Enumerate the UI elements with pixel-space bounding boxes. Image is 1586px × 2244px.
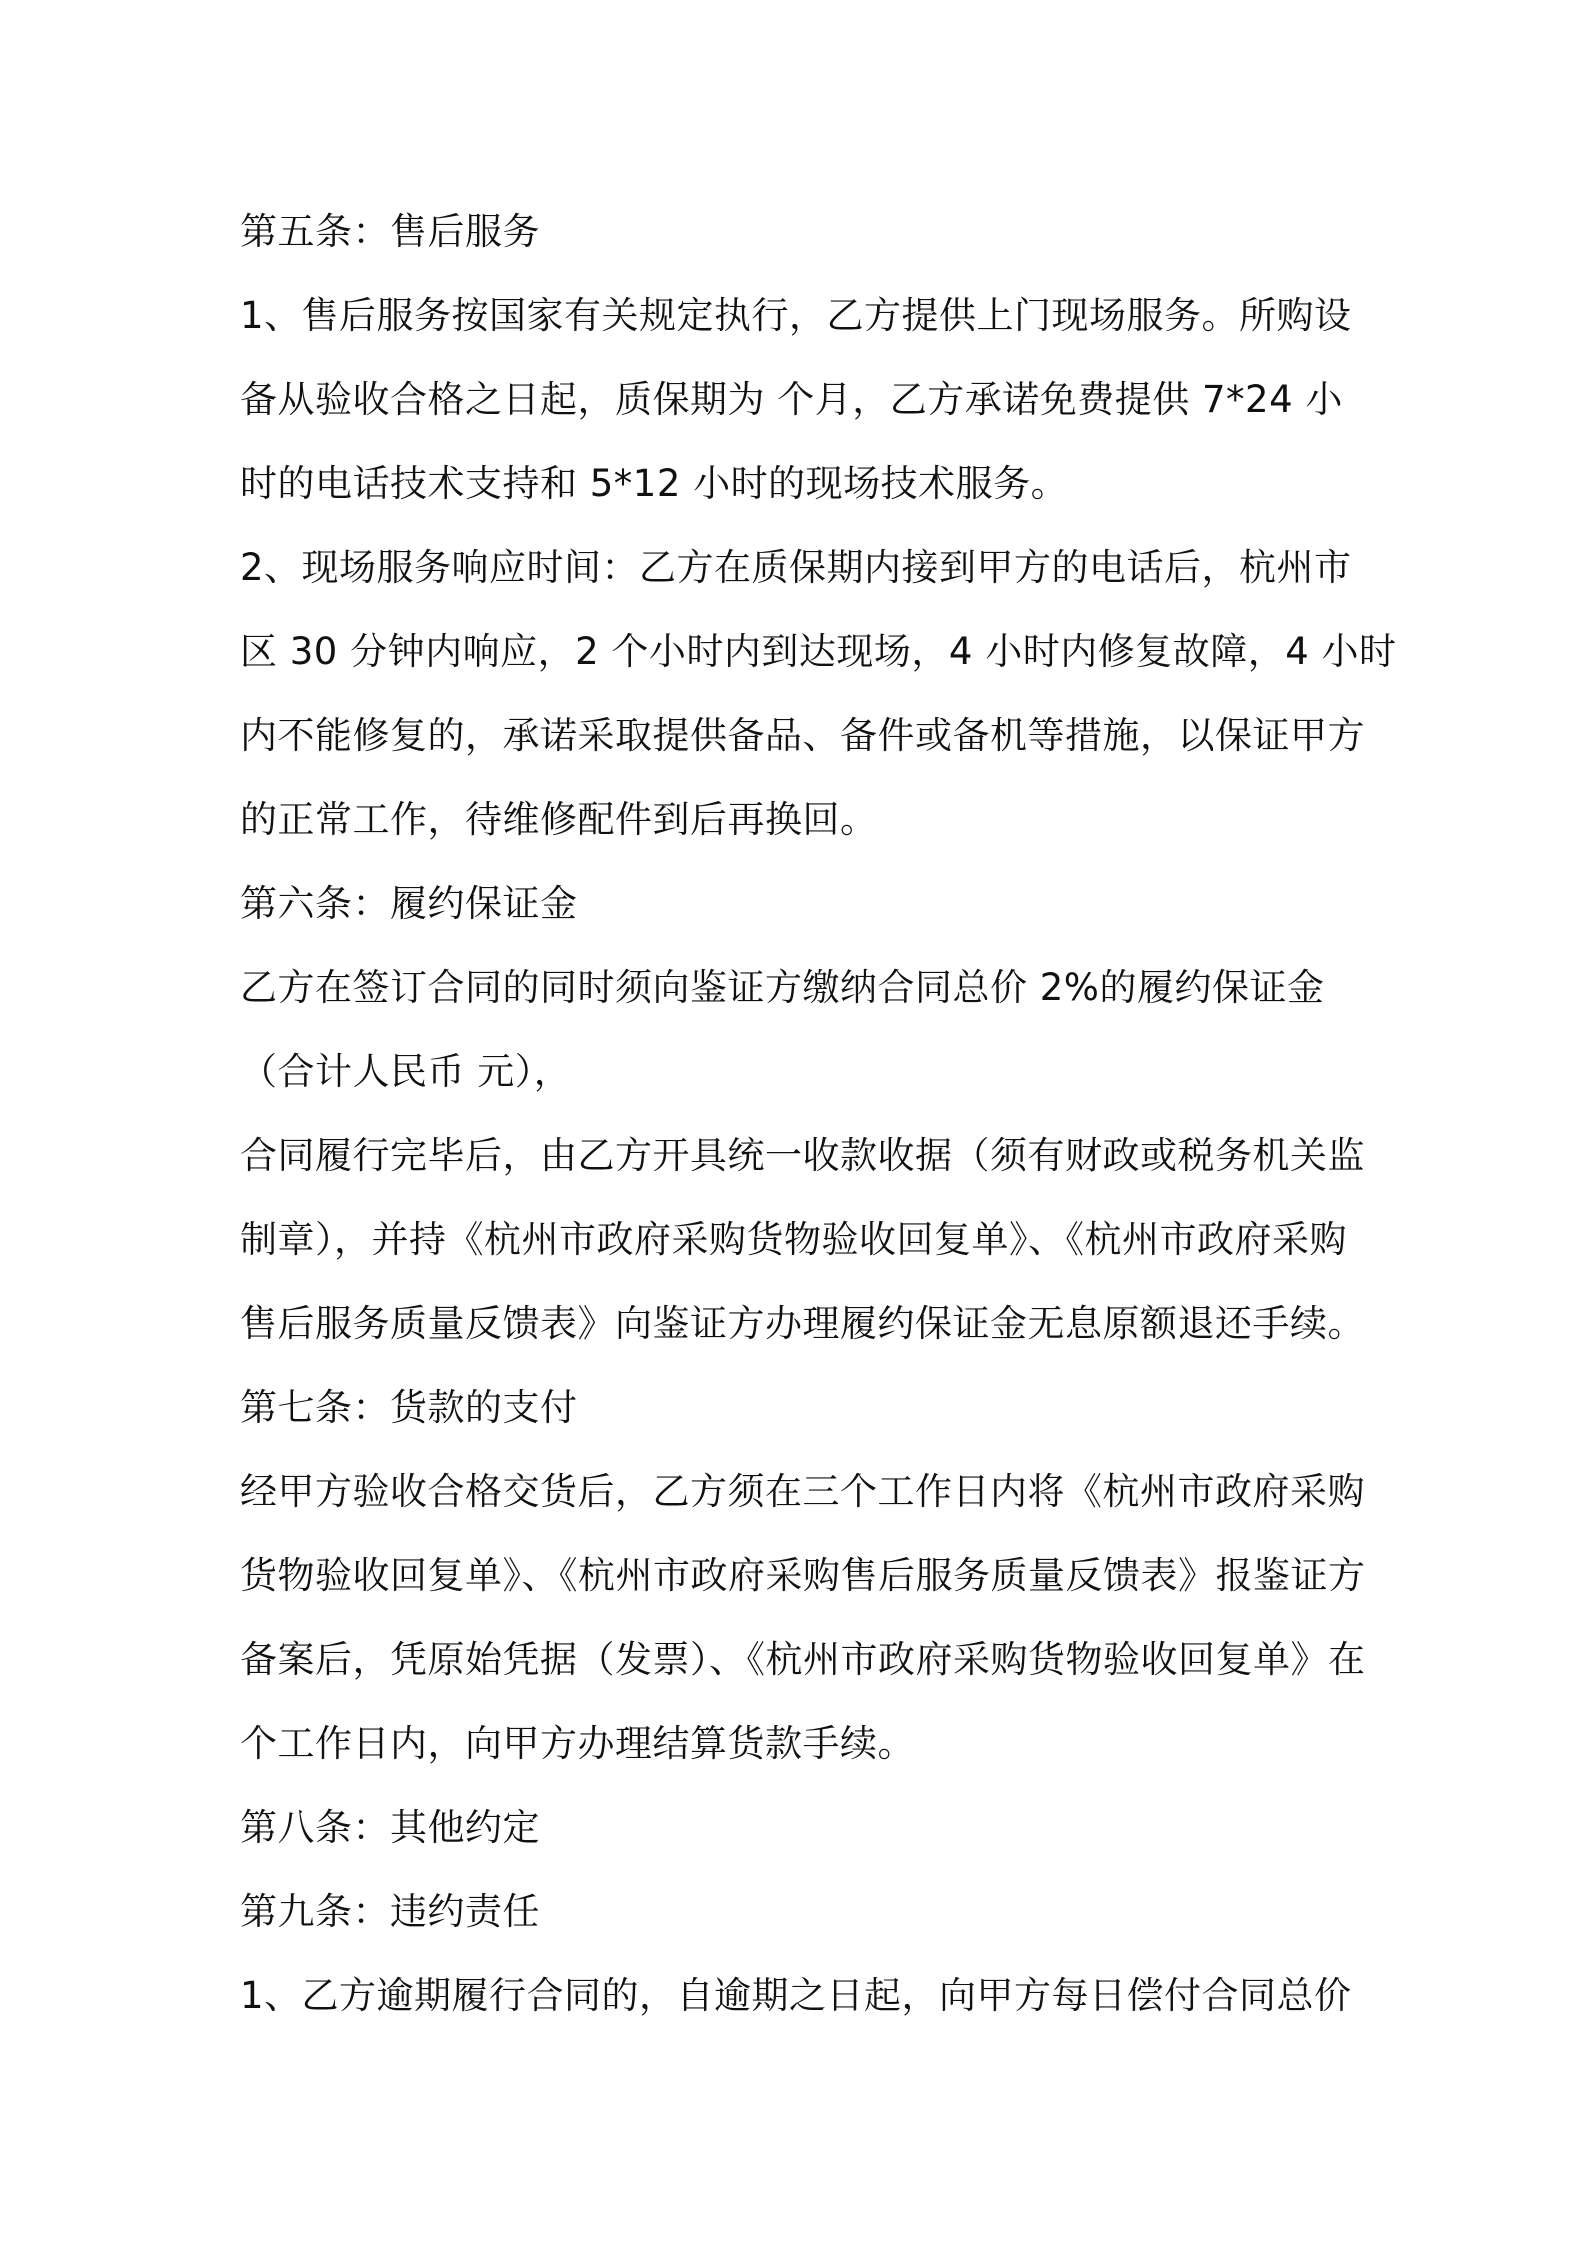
article-7-heading: 第七条：货款的支付 [240,1386,578,1429]
article-6-para-line-5: 售后服务质量反馈表》向鉴证方办理履约保证金无息原额退还手续。 [240,1302,1365,1345]
article-5-item-1-line-2: 备从验收合格之日起，质保期为 个月，乙方承诺免费提供 7*24 小 [240,378,1343,421]
article-9-heading: 第九条：违约责任 [240,1890,540,1933]
article-8-heading: 第八条：其他约定 [240,1806,540,1849]
article-7-para-line-3: 备案后，凭原始凭据（发票）、《杭州市政府采购货物验收回复单》在 [240,1638,1366,1681]
article-6-para-line-3: 合同履行完毕后，由乙方开具统一收款收据（须有财政或税务机关监 [240,1134,1365,1177]
article-5-item-2-line-1: 2、现场服务响应时间：乙方在质保期内接到甲方的电话后，杭州市 [240,546,1352,589]
article-5-item-2-line-3: 内不能修复的，承诺采取提供备品、备件或备机等措施，以保证甲方 [240,714,1365,757]
article-5-item-2-line-2: 区 30 分钟内响应，2 个小时内到达现场，4 小时内修复故障，4 小时 [240,630,1397,673]
article-5-heading: 第五条：售后服务 [240,210,540,253]
article-6-para-line-1: 乙方在签订合同的同时须向鉴证方缴纳合同总价 2%的履约保证金 [240,966,1325,1009]
article-6-para-line-4: 制章），并持《杭州市政府采购货物验收回复单》、《杭州市政府采购 [240,1218,1347,1261]
document-page [240,190,1397,2038]
article-5-item-1-line-3: 时的电话技术支持和 5*12 小时的现场技术服务。 [240,462,1069,505]
article-6-para-line-2: （合计人民币 元）， [240,1050,572,1093]
article-7-para-line-4: 个工作日内，向甲方办理结算货款手续。 [240,1722,915,1765]
article-6-heading: 第六条：履约保证金 [240,882,578,925]
article-9-item-1-line-1: 1、乙方逾期履行合同的，自逾期之日起，向甲方每日偿付合同总价 [240,1974,1352,2017]
article-7-para-line-1: 经甲方验收合格交货后，乙方须在三个工作日内将《杭州市政府采购 [240,1470,1365,1513]
article-5-item-2-line-4: 的正常工作，待维修配件到后再换回。 [240,798,878,841]
article-5-item-1-line-1: 1、售后服务按国家有关规定执行，乙方提供上门现场服务。所购设 [240,294,1352,337]
article-7-para-line-2: 货物验收回复单》、《杭州市政府采购售后服务质量反馈表》报鉴证方 [240,1554,1366,1597]
